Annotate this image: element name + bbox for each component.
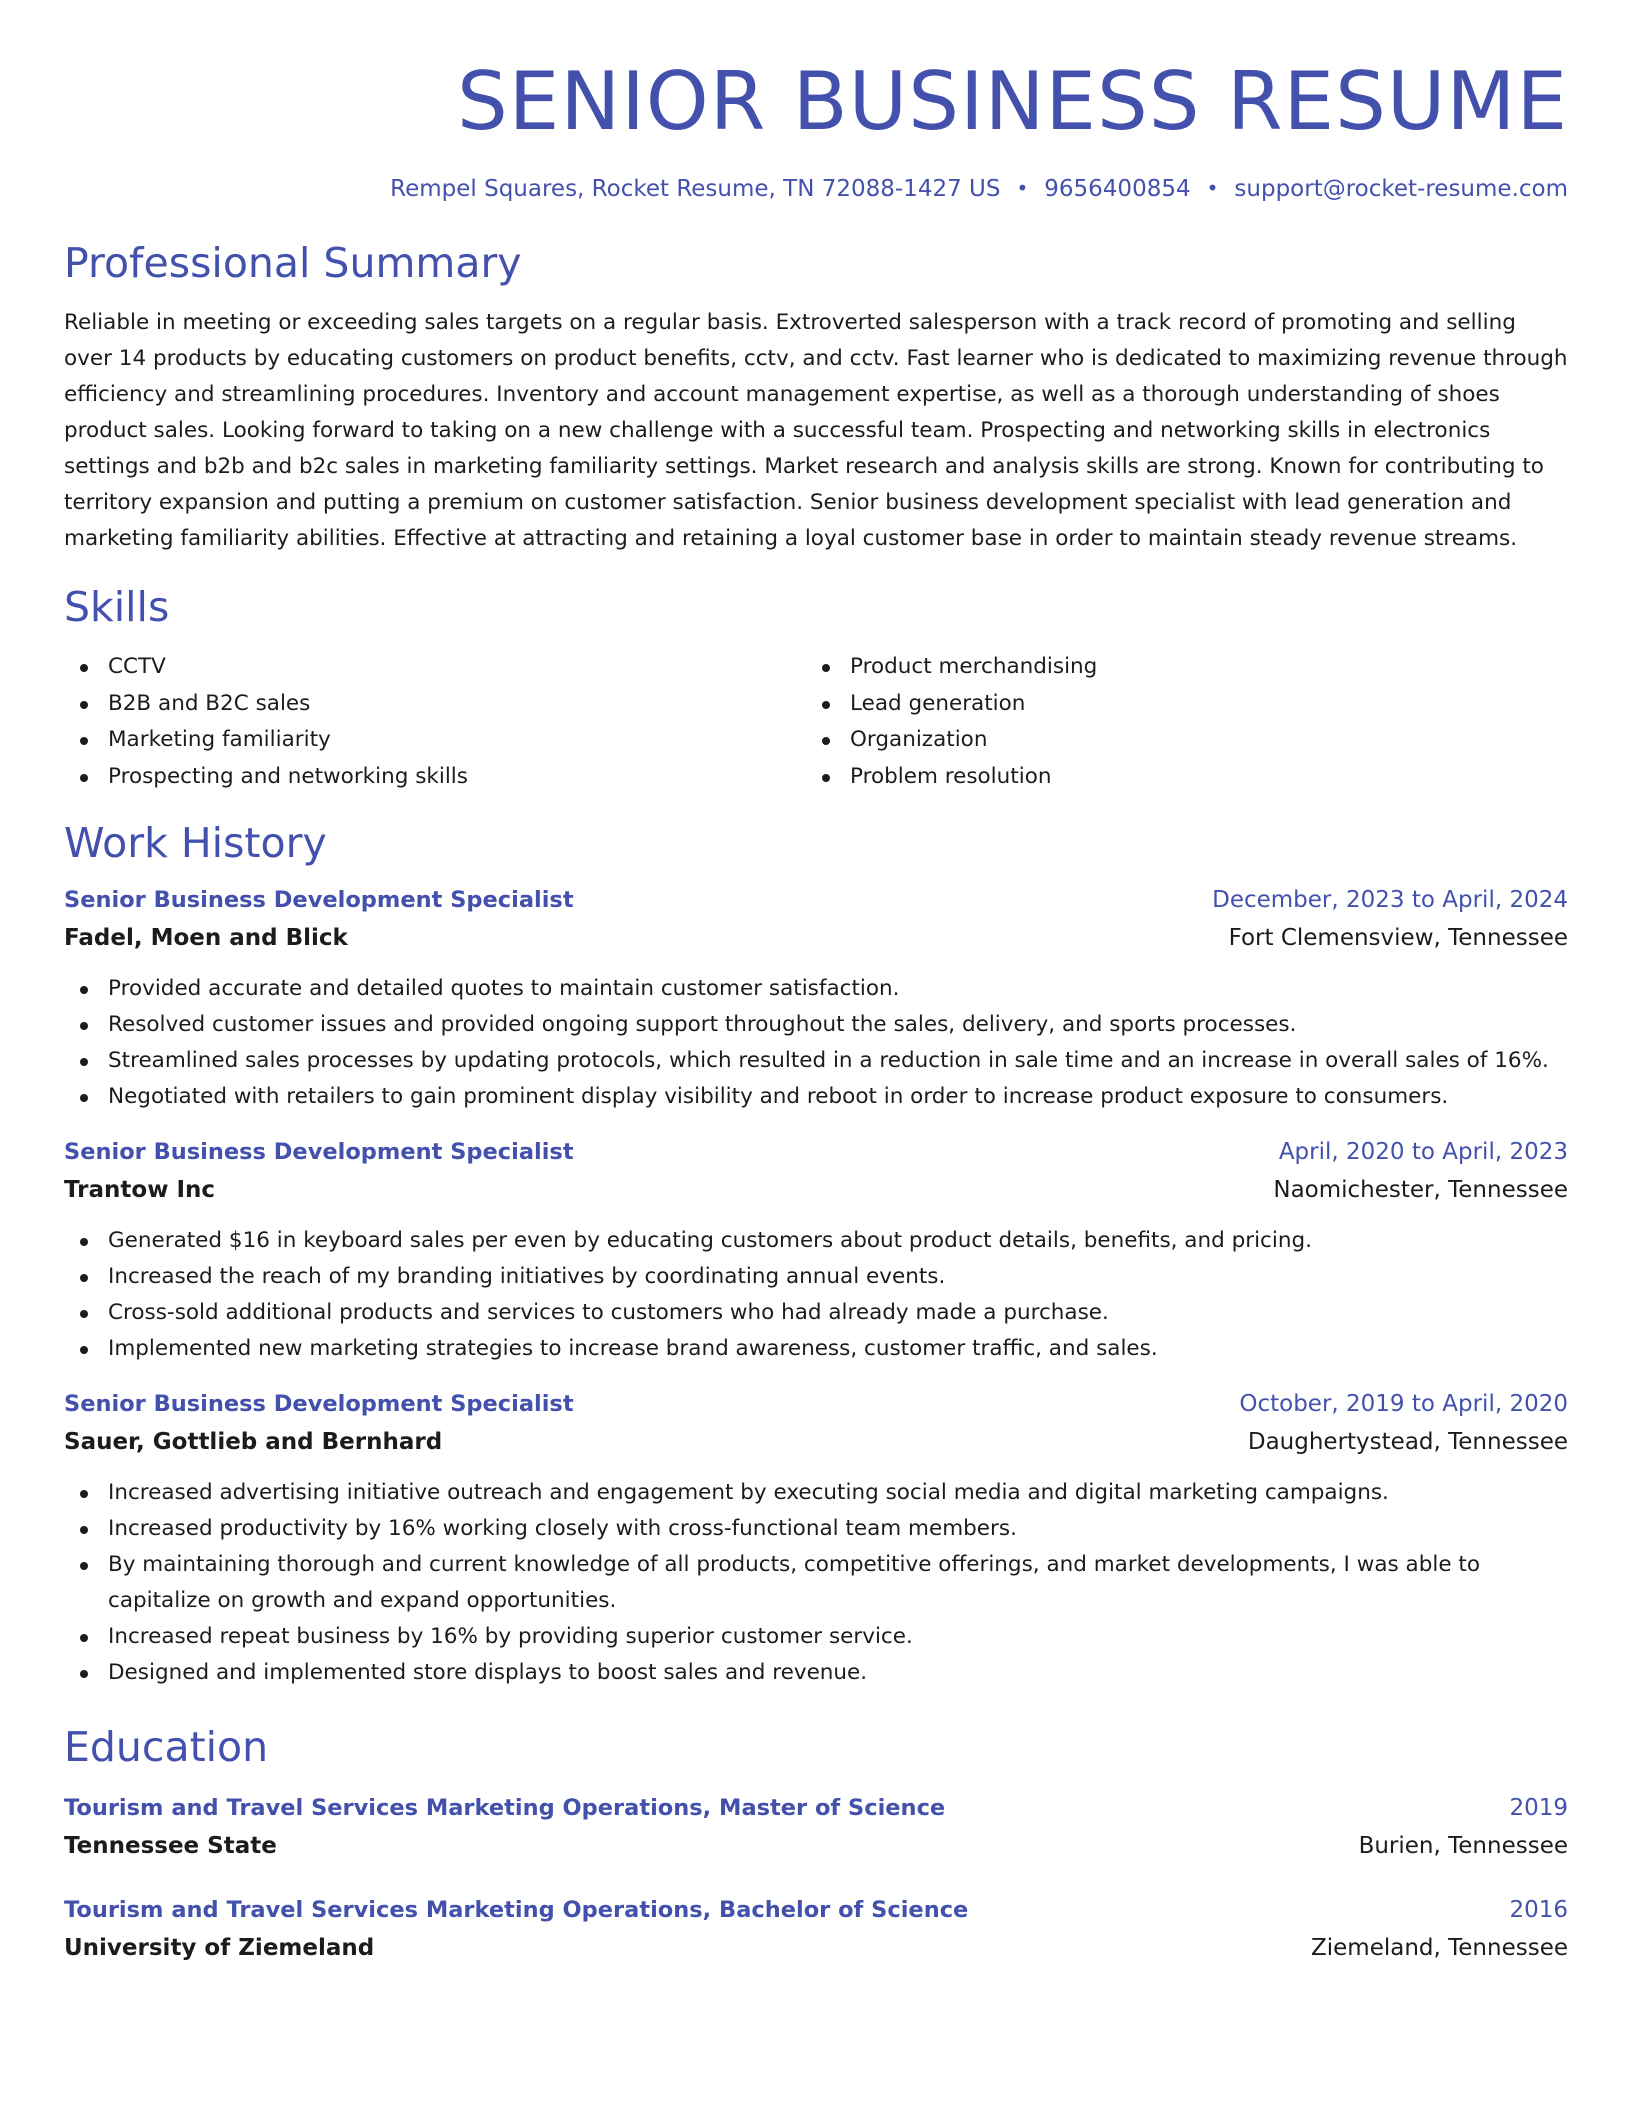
job-bullets (64, 971, 1568, 1115)
contact-phone[interactable]: 9656400854 (1044, 176, 1191, 202)
school-name: University of Ziemeland (64, 1935, 375, 1961)
job-location: Daughertystead, Tennessee (1247, 1429, 1568, 1455)
job-bullet: Negotiated with retailers to gain prominent display visibility and reboot in order to increase product exposure to consumers. (64, 1079, 1568, 1115)
school-location: Ziemeland, Tennessee (1311, 1935, 1568, 1961)
job-bullet: Increased repeat business by 16% by providing superior customer service. (64, 1619, 1568, 1655)
job-location: Fort Clemensview, Tennessee (1228, 925, 1568, 951)
job-company: Fadel, Moen and Blick (64, 925, 348, 951)
school-location: Burien, Tennessee (1358, 1833, 1568, 1859)
job-bullet: Increased productivity by 16% working closely with cross-functional team members. (64, 1511, 1568, 1547)
skill-item: CCTV (64, 649, 806, 686)
job-company: Trantow Inc (64, 1177, 216, 1203)
degree-year: 2016 (1509, 1897, 1568, 1923)
job-location: Naomichester, Tennessee (1273, 1177, 1568, 1203)
skills-list (64, 649, 1568, 795)
skill-item: Problem resolution (806, 759, 1548, 796)
job-dates: April, 2020 to April, 2023 (1278, 1139, 1568, 1165)
education-entry (64, 1789, 1568, 1865)
contact-line (64, 172, 1568, 205)
job-dates: October, 2019 to April, 2020 (1239, 1391, 1568, 1417)
job-entry (64, 1385, 1568, 1691)
skills-column-right (806, 649, 1548, 795)
degree-title: Tourism and Travel Services Marketing Operations, Bachelor of Science (64, 1897, 969, 1923)
education-entry (64, 1891, 1568, 1967)
job-bullet: Designed and implemented store displays to boost sales and revenue. (64, 1655, 1568, 1691)
school-name: Tennessee State (64, 1833, 277, 1859)
job-bullet: Provided accurate and detailed quotes to maintain customer satisfaction. (64, 971, 1568, 1007)
job-bullets (64, 1475, 1568, 1691)
contact-separator: • (1206, 176, 1219, 200)
job-bullet: Streamlined sales processes by updating protocols, which resulted in a reduction in sale time and an increase in overall sales of 16%. (64, 1043, 1568, 1079)
job-company: Sauer, Gottlieb and Bernhard (64, 1429, 443, 1455)
job-bullet: Cross-sold additional products and services to customers who had already made a purchase. (64, 1295, 1568, 1331)
work-history-heading: Work History (64, 819, 327, 867)
job-entry (64, 881, 1568, 1115)
skills-heading: Skills (64, 583, 170, 631)
job-dates: December, 2023 to April, 2024 (1212, 887, 1568, 913)
summary-text: Reliable in meeting or exceeding sales targets on a regular basis. Extroverted salesperson with a track record of promoting and selling over 14 products by educating customers on product benefits, cctv, and cctv. Fast learner who is dedicated to maximizing revenue through efficiency and streamlining procedures. Inventory and account management expertise, as well as a thorough understanding of shoes product sales. Looking forward to taking on a new challenge with a successful team. Prospecting and networking skills in electronics settings and b2b and b2c sales in marketing familiarity settings. Market research and analysis skills are strong. Known for contributing to territory expansion and putting a premium on customer satisfaction. Senior business development specialist with lead generation and marketing familiarity abilities. Effective at attracting and retaining a loyal customer base in order to maintain steady revenue streams. (64, 310, 1568, 551)
contact-email[interactable]: support@rocket-resume.com (1234, 176, 1568, 202)
resume-page (64, 0, 1568, 1967)
skill-item: B2B and B2C sales (64, 686, 806, 723)
job-bullet: Generated $16 in keyboard sales per even by educating customers about product details, benefits, and pricing. (64, 1223, 1568, 1259)
education-heading: Education (64, 1723, 269, 1771)
skill-item: Marketing familiarity (64, 722, 806, 759)
job-bullet: Implemented new marketing strategies to increase brand awareness, customer traffic, and sales. (64, 1331, 1568, 1367)
skill-item: Product merchandising (806, 649, 1548, 686)
job-title: Senior Business Development Specialist (64, 887, 574, 913)
job-entry (64, 1133, 1568, 1367)
job-bullet: Resolved customer issues and provided ongoing support throughout the sales, delivery, and sports processes. (64, 1007, 1568, 1043)
job-bullet: Increased advertising initiative outreach and engagement by executing social media and digital marketing campaigns. (64, 1475, 1568, 1511)
contact-separator: • (1016, 176, 1029, 200)
job-bullet: By maintaining thorough and current knowledge of all products, competitive offerings, and market developments, I was able to capitalize on growth and expand opportunities. (64, 1547, 1568, 1619)
job-title: Senior Business Development Specialist (64, 1391, 574, 1417)
resume-title: SENIOR BUSINESS RESUME (457, 55, 1568, 148)
job-bullet: Increased the reach of my branding initiatives by coordinating annual events. (64, 1259, 1568, 1295)
skills-column-left (64, 649, 806, 795)
summary-heading: Professional Summary (64, 239, 522, 287)
job-title: Senior Business Development Specialist (64, 1139, 574, 1165)
degree-year: 2019 (1509, 1795, 1568, 1821)
job-bullets (64, 1223, 1568, 1367)
skill-item: Organization (806, 722, 1548, 759)
contact-address: Rempel Squares, Rocket Resume, TN 72088-1427 US (390, 176, 1001, 202)
skill-item: Lead generation (806, 686, 1548, 723)
skill-item: Prospecting and networking skills (64, 759, 806, 796)
degree-title: Tourism and Travel Services Marketing Operations, Master of Science (64, 1795, 946, 1821)
